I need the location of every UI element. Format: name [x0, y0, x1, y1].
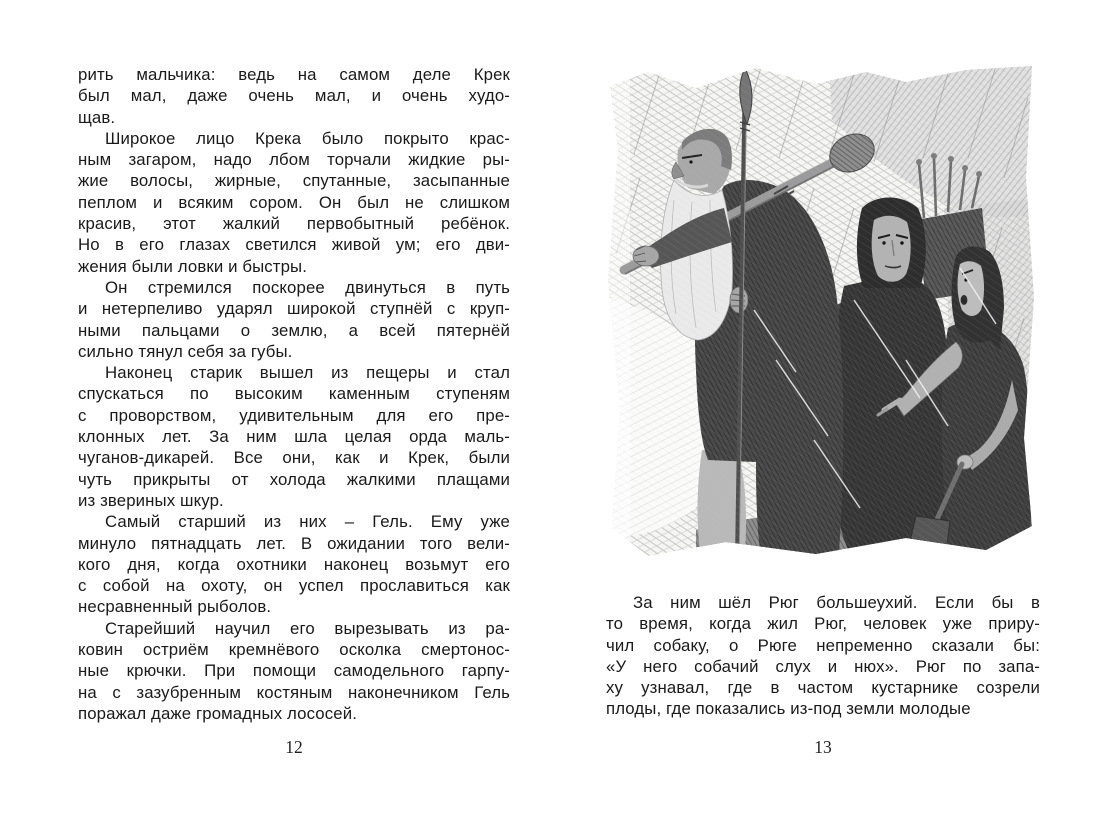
text-line: кого дня, когда охотники наконец возьмут его — [78, 554, 510, 574]
text-line: то время, когда жил Рюг, человек уже приру- — [606, 614, 1040, 634]
text-line: был мал, даже очень мал, и очень худо- — [78, 86, 510, 106]
text-line: с проворством, удивительным для его пре- — [78, 405, 510, 425]
text-line: жения были ловки и быстры. — [78, 256, 308, 276]
text-line: жие волосы, жирные, спутанные, засыпанные — [78, 171, 510, 191]
right-page-text — [606, 592, 1040, 720]
text-line: рить мальчика: ведь на самом деле Крек — [78, 65, 510, 84]
right-page-number: 13 — [814, 737, 832, 757]
text-line: «У него собачий слух и нюх». Рюг по запа- — [606, 656, 1040, 676]
left-page-text — [78, 64, 510, 724]
text-line: и нетерпеливо ударял широкой ступнёй с круп- — [78, 299, 510, 319]
text-line: поражал даже громадных лососей. — [78, 703, 357, 723]
text-line: с собой на охоту, он успел прославиться как — [78, 576, 510, 596]
text-line: чил собаку, о Рюге непременно сказали бы: — [606, 635, 1040, 655]
text-line: Старейший научил его вырезывать из ра- — [105, 618, 510, 638]
book-illustration — [604, 58, 1038, 567]
text-line: Он стремился поскорее двинуться в путь — [105, 277, 510, 297]
text-line: За ним шёл Рюг большеухий. Если бы в — [633, 593, 1040, 612]
left-page-number: 12 — [285, 737, 303, 757]
text-line: чуганов-дикарей. Все они, как и Крек, были — [78, 448, 510, 468]
text-line: ные крючки. При помощи самодельного гарпу- — [78, 661, 510, 681]
text-line: чуть прикрыты от холода жалкими плащами — [78, 469, 510, 489]
text-line: Самый старший из них – Гель. Ему уже — [105, 512, 510, 532]
text-line: несравненный рыболов. — [78, 597, 272, 617]
text-line: плоды, где показались из-под земли молодые — [606, 699, 971, 719]
hunters-drawing — [604, 58, 1038, 567]
text-line: минуло пятнадцать лет. В ожидании того вели- — [78, 533, 510, 553]
text-line: пеплом и всяким сором. Он был не слишком — [78, 192, 510, 212]
text-line: ху узнавал, где в частом кустарнике созрели — [606, 678, 1040, 698]
text-line: ковин остриём кремнёвого осколка смертонос- — [78, 640, 510, 660]
text-line: Наконец старик вышел из пещеры и стал — [105, 363, 510, 383]
text-line: Но в его глазах светился живой ум; его дви- — [78, 235, 510, 255]
text-line: клонных лет. За ним шла целая орда маль- — [78, 427, 510, 447]
text-line: ным загаром, надо лбом торчали жидкие ры- — [78, 150, 510, 170]
text-line: ными пальцами о землю, а всей пятернёй — [78, 320, 510, 340]
text-line: щав. — [78, 107, 116, 127]
text-line: из звериных шкур. — [78, 490, 224, 510]
text-line: на с зазубренным костяным наконечником Гель — [78, 682, 510, 702]
text-line: Широкое лицо Крека было покрыто крас- — [105, 128, 510, 148]
text-line: красив, этот жалкий первобытный ребёнок. — [78, 214, 510, 234]
text-line: спускаться по высоким каменным ступеням — [78, 384, 510, 404]
text-line: сильно тянул себя за губы. — [78, 341, 293, 361]
